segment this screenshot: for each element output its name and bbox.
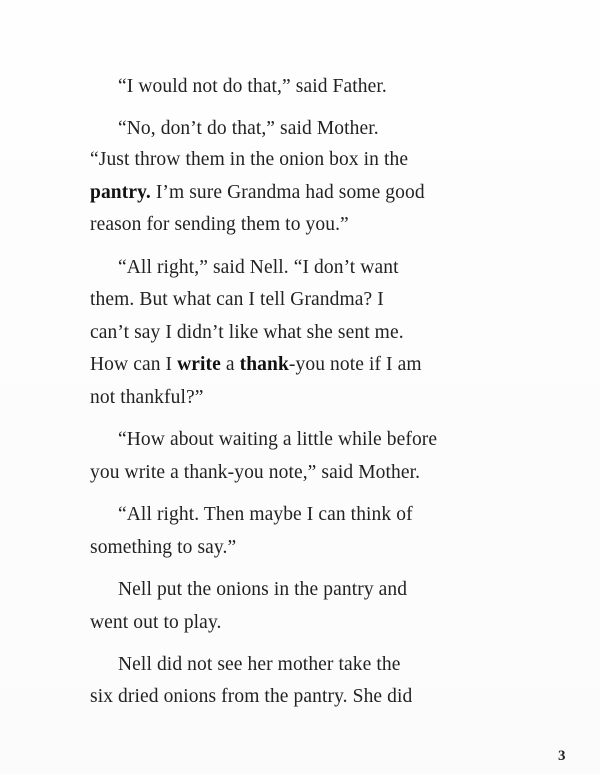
text-line	[90, 536, 236, 560]
text-line	[118, 503, 413, 527]
text-line	[90, 213, 349, 237]
text-segment: not thankful?”	[90, 387, 204, 408]
text-segment: “All right,” said Nell. “I don’t want	[118, 257, 399, 278]
bold-word: pantry.	[90, 182, 151, 203]
text-line	[90, 611, 222, 635]
text-segment: Nell put the onions in the pantry and	[118, 579, 408, 600]
text-line	[118, 578, 407, 602]
text-segment: went out to play.	[90, 612, 222, 633]
text-line	[118, 653, 400, 677]
text-line	[90, 386, 204, 410]
text-line	[118, 117, 379, 141]
text-segment: them. But what can I tell Grandma? I	[90, 289, 384, 310]
text-segment: “I would not do that,” said Father.	[118, 76, 387, 97]
text-segment: “No, don’t do that,” said Mother.	[118, 118, 379, 139]
text-segment: you write a thank-you note,” said Mother.	[90, 462, 421, 483]
bold-word: write	[177, 354, 221, 375]
text-line	[118, 428, 437, 452]
text-segment: How can I	[90, 354, 178, 375]
text-segment: “How about waiting a little while before	[118, 429, 438, 450]
text-line	[118, 75, 387, 99]
text-segment: I’m sure Grandma had some good	[150, 182, 425, 203]
text-segment: can’t say I didn’t like what she sent me.	[90, 322, 404, 343]
text-segment: Nell did not see her mother take the	[118, 654, 401, 675]
text-segment: six dried onions from the pantry. She did	[90, 686, 413, 707]
text-line	[90, 461, 420, 485]
text-segment: a	[220, 354, 240, 375]
text-line	[90, 321, 404, 345]
text-segment: reason for sending them to you.”	[90, 214, 349, 235]
text-line	[90, 181, 425, 205]
text-segment: something to say.”	[90, 537, 237, 558]
text-line	[90, 148, 408, 172]
text-segment: “Just throw them in the onion box in the	[90, 149, 409, 170]
page-number: 3	[558, 748, 566, 764]
text-segment: “All right. Then maybe I can think of	[118, 504, 413, 525]
text-line	[90, 353, 422, 377]
bold-word: thank	[239, 354, 289, 375]
text-segment: -you note if I am	[288, 354, 422, 375]
text-line	[118, 256, 399, 280]
text-line	[90, 288, 384, 312]
text-line	[90, 685, 412, 709]
